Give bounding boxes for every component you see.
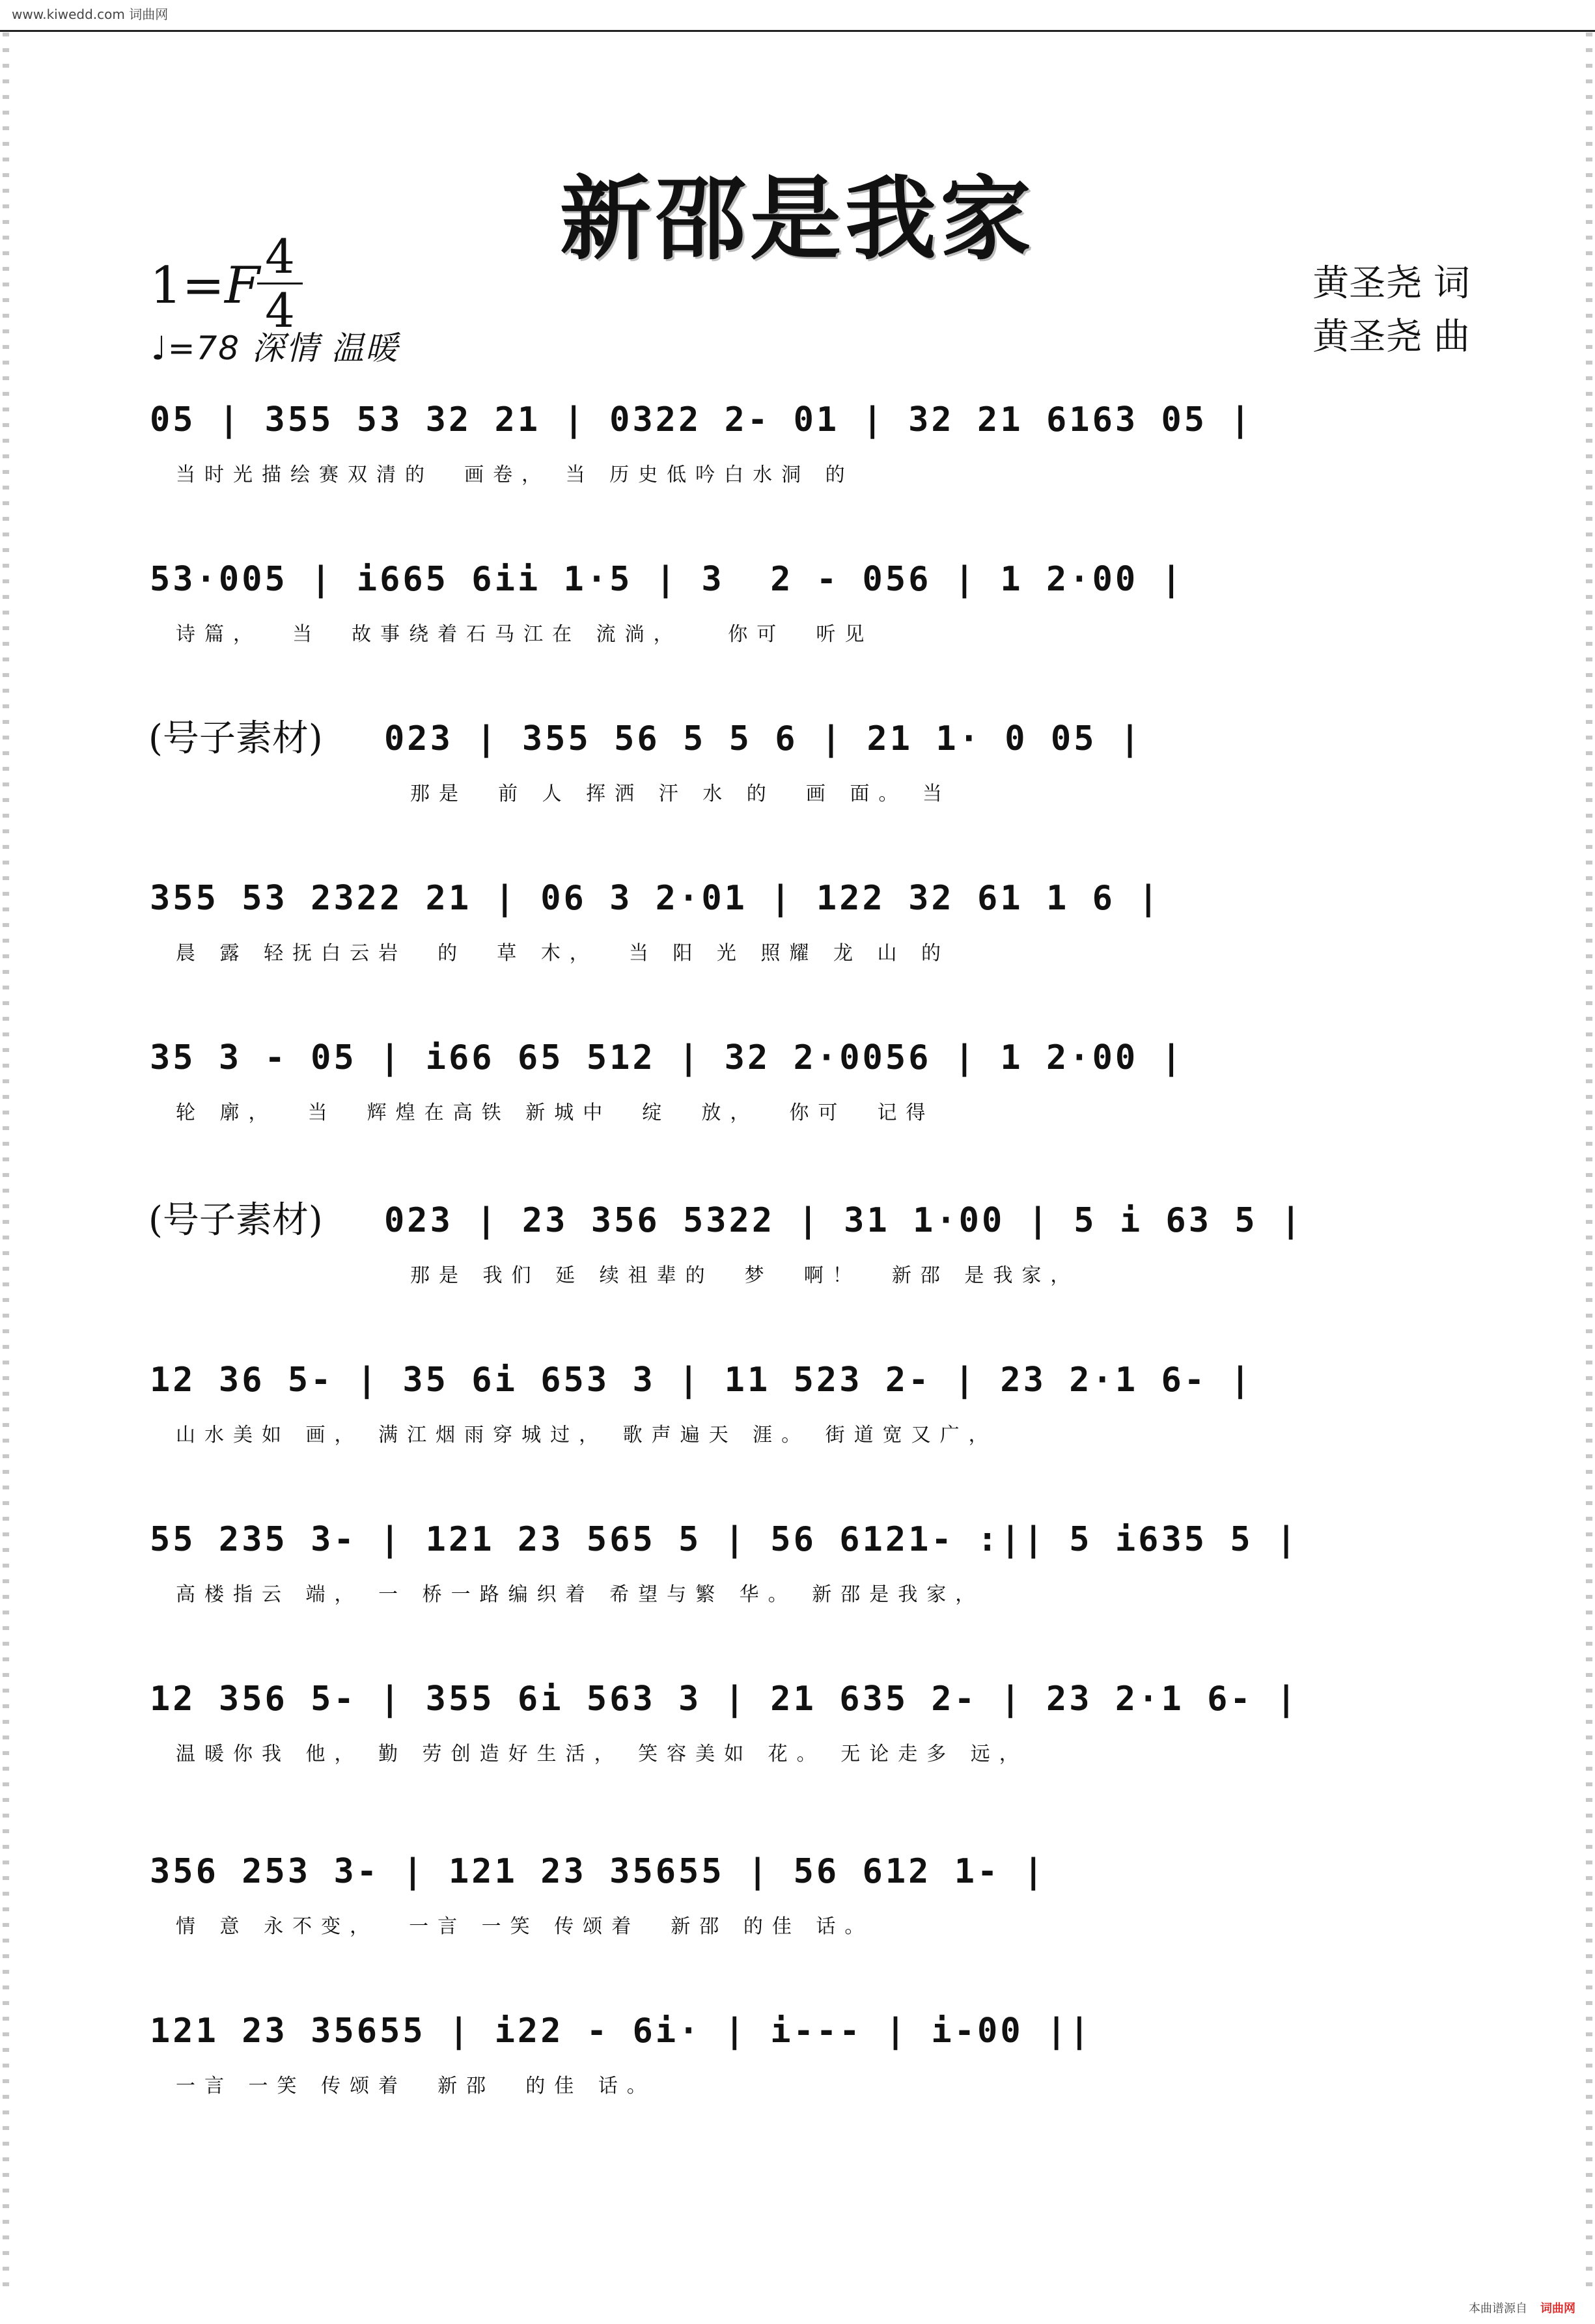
notation-line [150, 1029, 1468, 1087]
footer-source-text: 本曲谱源自 [1469, 2302, 1527, 2316]
lyric-line: 一言 一笑 传颂着 新邵 的佳 话。 [176, 2075, 656, 2097]
notation-text: 05 | 355 53 32 21 | 0322 2- 01 | 32 21 6163 05 | [150, 400, 1253, 439]
site-header-text: www.kiwedd.com 词曲网 [12, 7, 169, 22]
lyric-line: 那是 前 人 挥洒 汗 水 的 画 面。 当 [410, 782, 951, 805]
notation-text: 35 3 - 05 | i66 65 512 | 32 2·0056 | 1 2·00 | [150, 1038, 1184, 1077]
notation-line [150, 550, 1468, 609]
song-title: 新邵是我家 [559, 167, 1035, 273]
score-row [150, 1670, 1468, 1780]
notation-line [150, 710, 1468, 768]
lyric-line: 轮 廓， 当 辉煌在高铁 新城中 绽 放， 你可 记得 [176, 1101, 935, 1124]
score-row [150, 869, 1468, 980]
site-header-strip [0, 0, 1595, 32]
score-row [150, 550, 1468, 661]
score-row [150, 2002, 1468, 2112]
notation-text: 12 36 5- | 35 6i 653 3 | 11 523 2- | 23 2·1 6- | [150, 1361, 1253, 1400]
score-row [150, 1029, 1468, 1139]
meter-denominator: 4 [265, 283, 295, 338]
row-prefix-label: (号子素材) [148, 717, 323, 760]
notation-line [150, 391, 1468, 449]
lyric-line: 当时光描绘赛双清的 画卷， 当 历史低吟白水洞 的 [176, 463, 854, 486]
lyric-line: 诗篇， 当 故事绕着石马江在 流淌， 你可 听见 [176, 623, 874, 646]
score-row [150, 1351, 1468, 1461]
notation-line [150, 1351, 1468, 1409]
score-row [150, 1842, 1468, 1953]
tempo-marking: ♩=78 深情 温暖 [151, 329, 399, 367]
composer-credit: 黄圣尧 曲 [1312, 316, 1470, 358]
notation-text: 023 | 23 356 5322 | 31 1·00 | 5 i 63 5 | [384, 1201, 1304, 1240]
lyricist-credit: 黄圣尧 词 [1312, 262, 1470, 305]
score-row [150, 391, 1468, 501]
notation-line [150, 869, 1468, 928]
notation-line [150, 1510, 1468, 1569]
time-signature [257, 229, 303, 338]
key-prefix: 1= [150, 256, 225, 315]
row-prefix-label: (号子素材) [148, 1199, 323, 1241]
notation-text: 12 356 5- | 355 6i 563 3 | 21 635 2- | 23 2·1 6- | [150, 1680, 1299, 1719]
lyric-line: 晨 露 轻抚白云岩 的 草 木， 当 阳 光 照耀 龙 山 的 [176, 942, 950, 965]
notation-text: 355 53 2322 21 | 06 3 2·01 | 122 32 61 1 6 | [150, 879, 1161, 918]
lyric-line: 情 意 永不变， 一言 一笑 传颂着 新邵 的佳 话。 [176, 1915, 874, 1938]
notation-line [150, 1191, 1468, 1250]
notation-text: 55 235 3- | 121 23 565 5 | 56 6121- :|| 5 i635 5 | [150, 1520, 1299, 1559]
notation-line [150, 2002, 1468, 2060]
meter-numerator: 4 [257, 233, 303, 284]
notation-text: 53·005 | i665 6ii 1·5 | 3 2 - 056 | 1 2·00 | [150, 560, 1184, 599]
notation-line [150, 1670, 1468, 1728]
left-page-edge [3, 33, 9, 2291]
lyric-line: 那是 我们 延 续祖辈的 梦 啊！ 新邵 是我家， [410, 1264, 1079, 1287]
score-row [150, 1191, 1468, 1302]
lyric-line: 高楼指云 端， 一 桥一路编织着 希望与繁 华。 新邵是我家， [176, 1583, 984, 1606]
footer [1469, 2299, 1575, 2316]
key-signature [150, 256, 260, 315]
notation-text: 023 | 355 56 5 5 6 | 21 1· 0 05 | [384, 719, 1143, 758]
right-page-edge [1586, 33, 1592, 2291]
notation-text: 121 23 35655 | i22 - 6i· | i--- | i-00 || [150, 2012, 1092, 2051]
notation-text: 356 253 3- | 121 23 35655 | 56 612 1- | [150, 1852, 1046, 1891]
lyric-line: 山水美如 画， 满江烟雨穿城过， 歌声遍天 涯。 街道宽又广， [176, 1424, 997, 1446]
credits [1312, 257, 1470, 364]
key-letter: F [224, 256, 260, 315]
score-row [150, 710, 1468, 820]
lyric-line: 温暖你我 他， 勤 劳创造好生活， 笑容美如 花。 无论走多 远， [176, 1743, 1028, 1765]
notation-line [150, 1842, 1468, 1901]
footer-brand: 词曲网 [1540, 2302, 1575, 2316]
score-row [150, 1510, 1468, 1621]
